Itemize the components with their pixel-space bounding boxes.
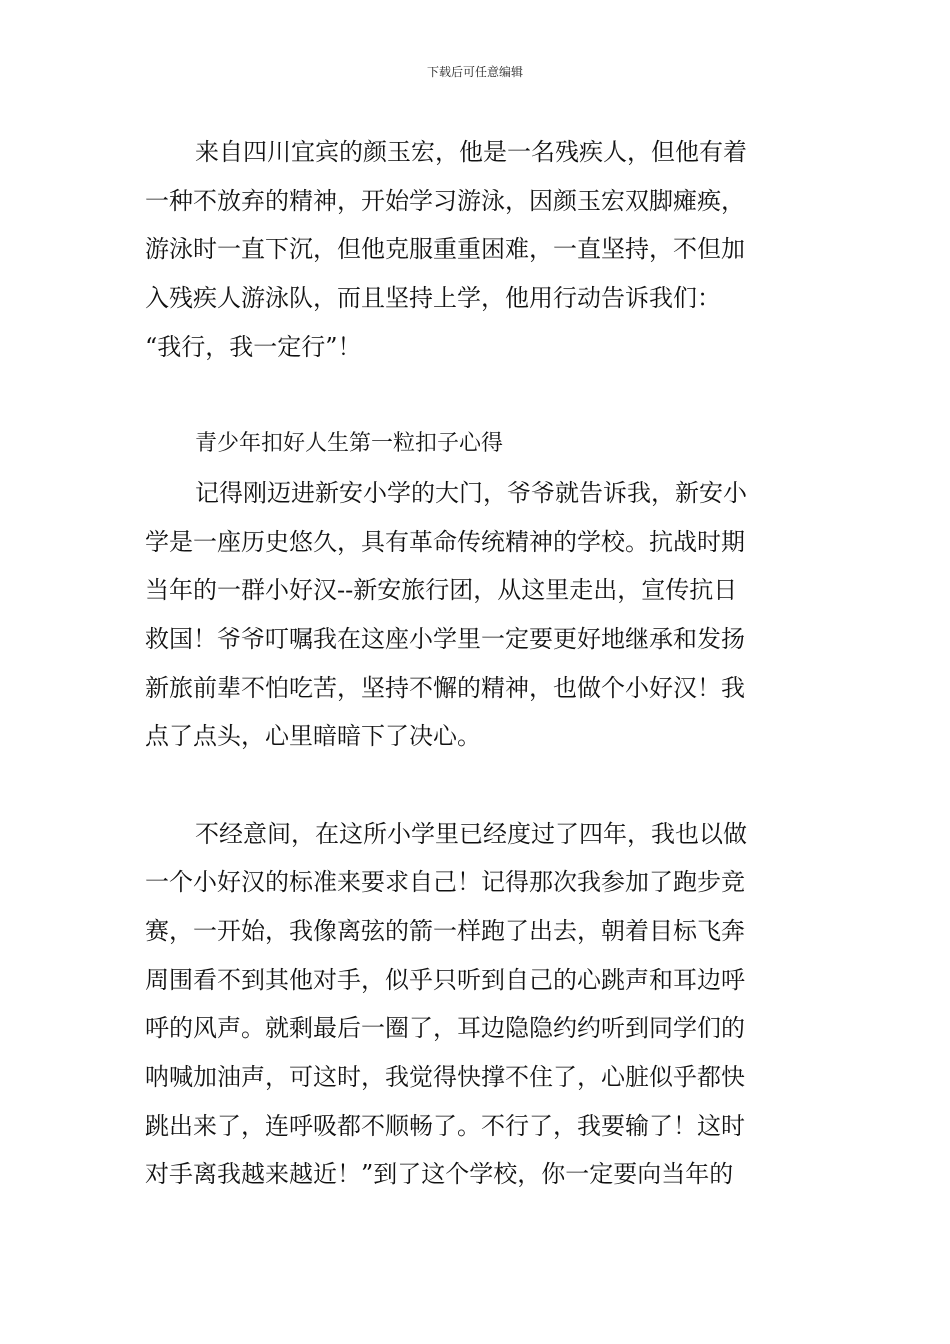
paragraph-line: 跳出来了，连呼吸都不顺畅了。不行了，我要输了！这时 <box>145 1111 745 1140</box>
paragraph-1 <box>145 128 807 371</box>
paragraph-gap <box>145 371 807 420</box>
paragraph-line: 点了点头，心里暗暗下了决心。 <box>145 722 481 751</box>
paragraph-gap <box>145 761 807 810</box>
paragraph-line: “我行，我一定行”！ <box>145 332 362 361</box>
paragraph-line: 来自四川宜宾的颜玉宏，他是一名残疾人，但他有着 <box>195 138 747 166</box>
paragraph-line: 一个小好汉的标准来要求自己！记得那次我参加了跑步竞 <box>145 868 745 897</box>
paragraph-3 <box>145 810 807 1200</box>
paragraph-line: 游泳时一直下沉，但他克服重重困难，一直坚持，不但加 <box>145 235 745 264</box>
paragraph-line: 记得刚迈进新安小学的大门，爷爷就告诉我，新安小 <box>195 478 747 507</box>
paragraph-line: 赛，一开始，我像离弦的箭一样跑了出去，朝着目标飞奔 <box>145 917 745 945</box>
paragraph-line: 入残疾人游泳队，而且坚持上学，他用行动告诉我们： <box>145 284 721 313</box>
paragraph-line: 周围看不到其他对手，似乎只听到自己的心跳声和耳边呼 <box>145 965 745 994</box>
paragraph-line: 新旅前辈不怕吃苦，坚持不懈的精神，也做个小好汉！我 <box>145 673 745 702</box>
section-title: 青少年扣好人生第一粒扣子心得 <box>195 431 504 457</box>
page-header: 下载后可任意编辑 <box>426 65 523 79</box>
paragraph-line: 不经意间，在这所小学里已经度过了四年，我也以做 <box>195 819 747 848</box>
paragraph-line: 学是一座历史悠久，具有革命传统精神的学校。抗战时期 <box>145 527 745 556</box>
paragraph-line: 当年的一群小好汉--新安旅行团，从这里走出，宣传抗日 <box>145 576 738 605</box>
document-body <box>145 128 807 1199</box>
paragraph-line: 对手离我越来越近！”到了这个学校，你一定要向当年的 <box>145 1160 734 1189</box>
paragraph-line: 呐喊加油声，可这时，我觉得快撑不住了，心脏似乎都快 <box>145 1063 745 1092</box>
paragraph-2 <box>145 469 807 761</box>
paragraph-line: 救国！爷爷叮嘱我在这座小学里一定要更好地继承和发扬 <box>145 624 745 653</box>
paragraph-line: 呼的风声。就剩最后一圈了，耳边隐隐约约听到同学们的 <box>145 1014 745 1043</box>
paragraph-line: 一种不放弃的精神，开始学习游泳，因颜玉宏双脚瘫痪， <box>145 186 745 215</box>
